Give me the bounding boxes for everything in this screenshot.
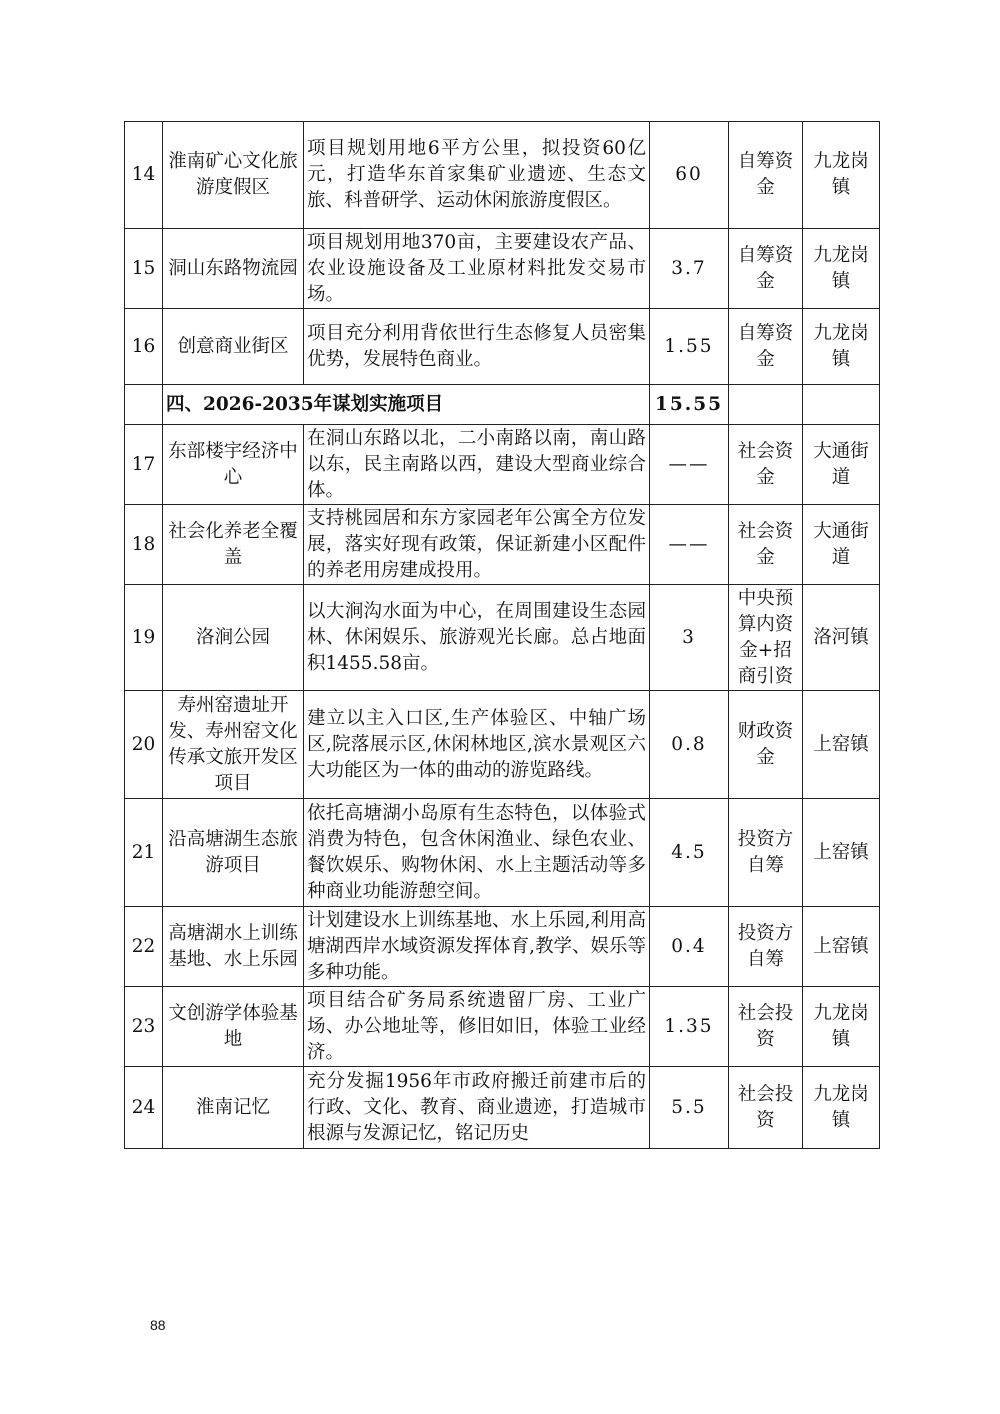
project-name: 创意商业街区: [163, 309, 304, 385]
fund-source: 社会投资: [729, 1067, 803, 1149]
project-description: 建立以主入口区,生产体验区、中轴广场区,院落展示区,休闲林地区,滨水景观区六大功能区为一体的曲动的游览路线。: [304, 691, 650, 799]
row-number: 22: [125, 907, 163, 987]
location: 九龙岗镇: [803, 1067, 880, 1149]
table-row: [125, 425, 880, 505]
section-title: 四、2026-2035年谋划实施项目: [163, 385, 650, 425]
fund-source: 社会投资: [729, 987, 803, 1067]
investment-amount: ——: [650, 505, 729, 585]
location: 九龙岗镇: [803, 229, 880, 309]
fund-source: 自筹资金: [729, 229, 803, 309]
table-row: [125, 505, 880, 585]
project-name: 淮南记忆: [163, 1067, 304, 1149]
location: 洛河镇: [803, 585, 880, 691]
table-row: [125, 309, 880, 385]
table-row: [125, 1067, 880, 1149]
project-name: 寿州窑遗址开发、寿州窑文化传承文旅开发区项目: [163, 691, 304, 799]
row-number: 16: [125, 309, 163, 385]
project-name: 沿高塘湖生态旅游项目: [163, 799, 304, 907]
project-description: 依托高塘湖小岛原有生态特色，以体验式消费为特色，包含休闲渔业、绿色农业、餐饮娱乐、购物休闲、水上主题活动等多种商业功能游憩空间。: [304, 799, 650, 907]
project-description: 项目规划用地370亩，主要建设农产品、农业设施设备及工业原材料批发交易市场。: [304, 229, 650, 309]
section-fund-cell: [729, 385, 803, 425]
project-name: 高塘湖水上训练基地、水上乐园: [163, 907, 304, 987]
investment-amount: 5.5: [650, 1067, 729, 1149]
investment-amount: 60: [650, 122, 729, 229]
project-description: 项目充分利用背依世行生态修复人员密集优势，发展特色商业。: [304, 309, 650, 385]
location: 上窑镇: [803, 691, 880, 799]
table-row: [125, 122, 880, 229]
investment-amount: 3.7: [650, 229, 729, 309]
project-description: 计划建设水上训练基地、水上乐园,利用高塘湖西岸水域资源发挥体育,教学、娱乐等多种功能。: [304, 907, 650, 987]
table-row: [125, 799, 880, 907]
row-number: 20: [125, 691, 163, 799]
fund-source: 社会资金: [729, 505, 803, 585]
project-name: 社会化养老全覆盖: [163, 505, 304, 585]
project-description: 项目规划用地6平方公里，拟投资60亿元，打造华东首家集矿业遗迹、生态文旅、科普研学、运动休闲旅游度假区。: [304, 122, 650, 229]
investment-amount: 1.55: [650, 309, 729, 385]
row-number: 24: [125, 1067, 163, 1149]
row-number: 17: [125, 425, 163, 505]
section-row: [125, 385, 880, 425]
project-description: 支持桃园居和东方家园老年公寓全方位发展，落实好现有政策，保证新建小区配件的养老用房建成投用。: [304, 505, 650, 585]
project-description: 以大涧沟水面为中心，在周围建设生态园林、休闲娱乐、旅游观光长廊。总占地面积1455.58亩。: [304, 585, 650, 691]
investment-amount: 0.4: [650, 907, 729, 987]
row-number: 23: [125, 987, 163, 1067]
row-number: 21: [125, 799, 163, 907]
investment-amount: ——: [650, 425, 729, 505]
project-description: 项目结合矿务局系统遗留厂房、工业广场、办公地址等，修旧如旧，体验工业经济。: [304, 987, 650, 1067]
table-row: [125, 585, 880, 691]
fund-source: 社会资金: [729, 425, 803, 505]
location: 大通街道: [803, 505, 880, 585]
project-name: 文创游学体验基地: [163, 987, 304, 1067]
fund-source: 财政资金: [729, 691, 803, 799]
investment-amount: 4.5: [650, 799, 729, 907]
investment-amount: 1.35: [650, 987, 729, 1067]
project-name: 东部楼宇经济中心: [163, 425, 304, 505]
project-description: 充分发掘1956年市政府搬迁前建市后的行政、文化、教育、商业遗迹，打造城市根源与发源记忆，铭记历史: [304, 1067, 650, 1149]
project-name: 淮南矿心文化旅游度假区: [163, 122, 304, 229]
table-row: [125, 907, 880, 987]
project-description: 在洞山东路以北，二小南路以南，南山路以东，民主南路以西，建设大型商业综合体。: [304, 425, 650, 505]
fund-source: 中央预算内资金+招商引资: [729, 585, 803, 691]
fund-source: 投资方自筹: [729, 799, 803, 907]
row-number: 15: [125, 229, 163, 309]
project-name: 洛涧公园: [163, 585, 304, 691]
location: 上窑镇: [803, 799, 880, 907]
row-number: 14: [125, 122, 163, 229]
page-number: 88: [150, 1317, 166, 1333]
section-amount: 15.55: [650, 385, 729, 425]
location: 大通街道: [803, 425, 880, 505]
location: 九龙岗镇: [803, 122, 880, 229]
row-number: 18: [125, 505, 163, 585]
project-table: [124, 121, 880, 1149]
location: 九龙岗镇: [803, 987, 880, 1067]
table-row: [125, 691, 880, 799]
table-row: [125, 987, 880, 1067]
fund-source: 自筹资金: [729, 309, 803, 385]
section-location-cell: [803, 385, 880, 425]
row-number: 19: [125, 585, 163, 691]
table-row: [125, 229, 880, 309]
fund-source: 投资方自筹: [729, 907, 803, 987]
investment-amount: 0.8: [650, 691, 729, 799]
fund-source: 自筹资金: [729, 122, 803, 229]
section-number-cell: [125, 385, 163, 425]
location: 上窑镇: [803, 907, 880, 987]
project-name: 洞山东路物流园: [163, 229, 304, 309]
location: 九龙岗镇: [803, 309, 880, 385]
investment-amount: 3: [650, 585, 729, 691]
